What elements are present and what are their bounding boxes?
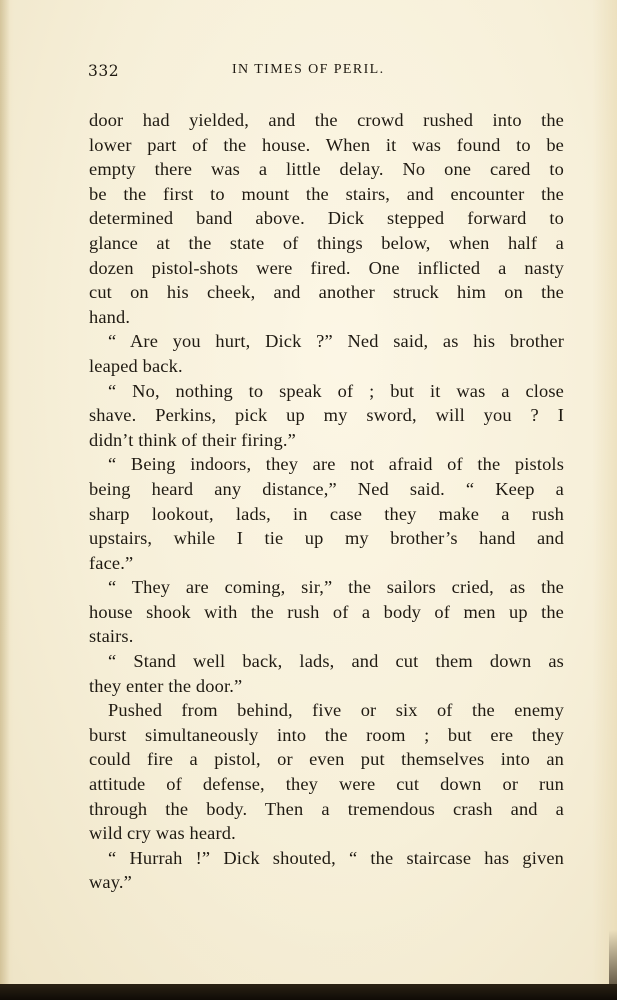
text-line: burst simultaneously into the room ; but ere they [89, 724, 564, 745]
text-line: cut on his cheek, and another struck him on the [89, 282, 564, 303]
running-head: IN TIMES OF PERIL. [232, 62, 385, 77]
text-line: be the first to mount the stairs, and encounter the [89, 183, 564, 204]
text-line: sharp lookout, lads, in case they make a rush [89, 503, 564, 524]
text-line: they enter the door.” [89, 675, 243, 696]
text-line: Pushed from behind, five or six of the enemy [108, 700, 564, 721]
text-line: could fire a pistol, or even put themselves into an [89, 749, 564, 770]
page-edge-shadow [609, 930, 617, 990]
text-line: “ Are you hurt, Dick ?” Ned said, as his brother [108, 331, 564, 352]
text-line: “ Stand well back, lads, and cut them down as [108, 651, 564, 672]
text-line: upstairs, while I tie up my brother’s hand and [89, 528, 564, 549]
text-line: “ They are coming, sir,” the sailors cried, as the [108, 577, 564, 598]
page-header [0, 62, 617, 86]
text-line: dozen pistol-shots were fired. One inflicted a nasty [89, 257, 564, 278]
text-line: wild cry was heard. [89, 823, 236, 844]
text-line: glance at the state of things below, when half a [89, 232, 564, 253]
text-line: “ Hurrah !” Dick shouted, “ the staircase has given [108, 847, 564, 868]
text-line: “ Being indoors, they are not afraid of the pistols [108, 454, 564, 475]
text-line: didn’t think of their firing.” [89, 429, 296, 450]
page-gutter-shadow [0, 0, 10, 1000]
text-line: shave. Perkins, pick up my sword, will you ? I [89, 405, 564, 426]
text-line: way.” [89, 872, 132, 893]
body-text [89, 108, 564, 895]
text-line: determined band above. Dick stepped forward to [89, 208, 564, 229]
text-line: house shook with the rush of a body of men up the [89, 601, 564, 622]
text-line: attitude of defense, they were cut down or run [89, 774, 564, 795]
text-line: hand. [89, 306, 131, 327]
text-line: face.” [89, 552, 134, 573]
text-line: “ No, nothing to speak of ; but it was a close [108, 380, 564, 401]
text-line: empty there was a little delay. No one cared to [89, 159, 564, 180]
page-number: 332 [88, 62, 120, 80]
page-bottom-edge [0, 984, 617, 1000]
text-line: stairs. [89, 626, 134, 647]
text-line: through the body. Then a tremendous crash and a [89, 798, 564, 819]
text-line: leaped back. [89, 355, 183, 376]
text-line: lower part of the house. When it was found to be [89, 134, 564, 155]
text-line: being heard any distance,” Ned said. “ Keep a [89, 478, 564, 499]
text-line: door had yielded, and the crowd rushed into the [89, 110, 564, 130]
